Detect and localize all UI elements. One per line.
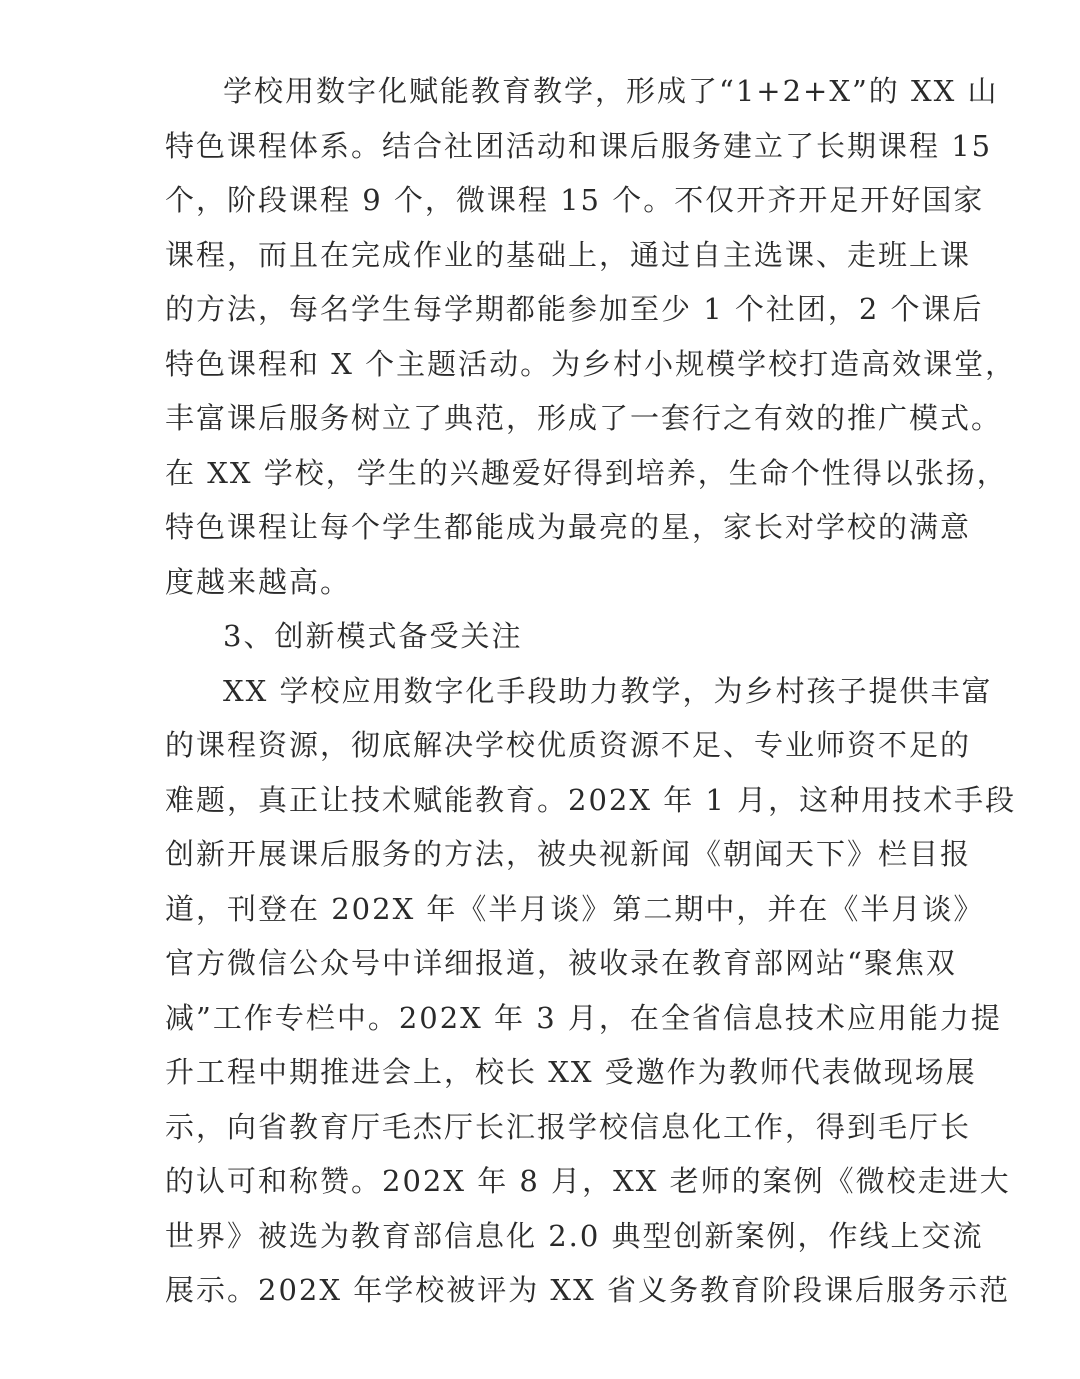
paragraph-1-line: 学校用数字化赋能教育教学，形成了“1+2+X”的 XX 山 [223,74,999,108]
paragraph-2-line: 示，向省教育厅毛杰厅长汇报学校信息化工作，得到毛厅长 [165,1109,972,1144]
paragraph-2-line: 减”工作专栏中。202X 年 3 月，在全省信息技术应用能力提 [165,1000,1002,1035]
paragraph-2-line: 难题，真正让技术赋能教育。202X 年 1 月，这种用技术手段 [165,782,1017,817]
paragraph-2-line: 的课程资源，彻底解决学校优质资源不足、专业师资不足的 [165,728,972,762]
paragraph-1-line: 在 XX 学校，学生的兴趣爱好得到培养，生命个性得以张扬， [165,455,1008,490]
paragraph-1-line: 特色课程让每个学生都能成为最亮的星，家长对学校的满意 [165,510,972,544]
paragraph-2-line: XX 学校应用数字化手段助力教学，为乡村孩子提供丰富 [223,673,993,708]
paragraph-2-line: 升工程中期推进会上，校长 XX 受邀作为教师代表做现场展 [165,1055,977,1089]
paragraph-1-line: 的方法，每名学生每学期都能参加至少 1 个社团，2 个课后 [165,292,984,326]
paragraph-2-line: 创新开展课后服务的方法，被央视新闻《朝闻天下》栏目报 [165,837,972,871]
paragraph-1-line: 度越来越高。 [165,564,352,599]
paragraph-2-line: 世界》被选为教育部信息化 2.0 典型创新案例，作线上交流 [165,1218,984,1253]
paragraph-1-line: 个，阶段课程 9 个，微课程 15 个。不仅开齐开足开好国家 [165,183,985,217]
paragraph-1-line: 特色课程体系。结合社团活动和课后服务建立了长期课程 15 [165,128,993,163]
paragraph-2-line: 道，刊登在 202X 年《半月谈》第二期中，并在《半月谈》 [165,891,985,926]
paragraph-1-line: 课程，而且在完成作业的基础上，通过自主选课、走班上课 [165,237,972,272]
paragraph-2-line: 展示。202X 年学校被评为 XX 省义务教育阶段课后服务示范 [165,1273,1010,1307]
paragraph-1-line: 丰富课后服务树立了典范，形成了一套行之有效的推广模式。 [165,401,1003,435]
paragraph-2-line: 的认可和称赞。202X 年 8 月，XX 老师的案例《微校走进大 [165,1164,1011,1198]
section-heading: 3、创新模式备受关注 [223,619,523,653]
document-body [165,64,1017,1318]
paragraph-2-line: 官方微信公众号中详细报道，被收录在教育部网站“聚焦双 [165,946,957,980]
paragraph-1-line: 特色课程和 X 个主题活动。为乡村小规模学校打造高效课堂， [165,346,1017,381]
